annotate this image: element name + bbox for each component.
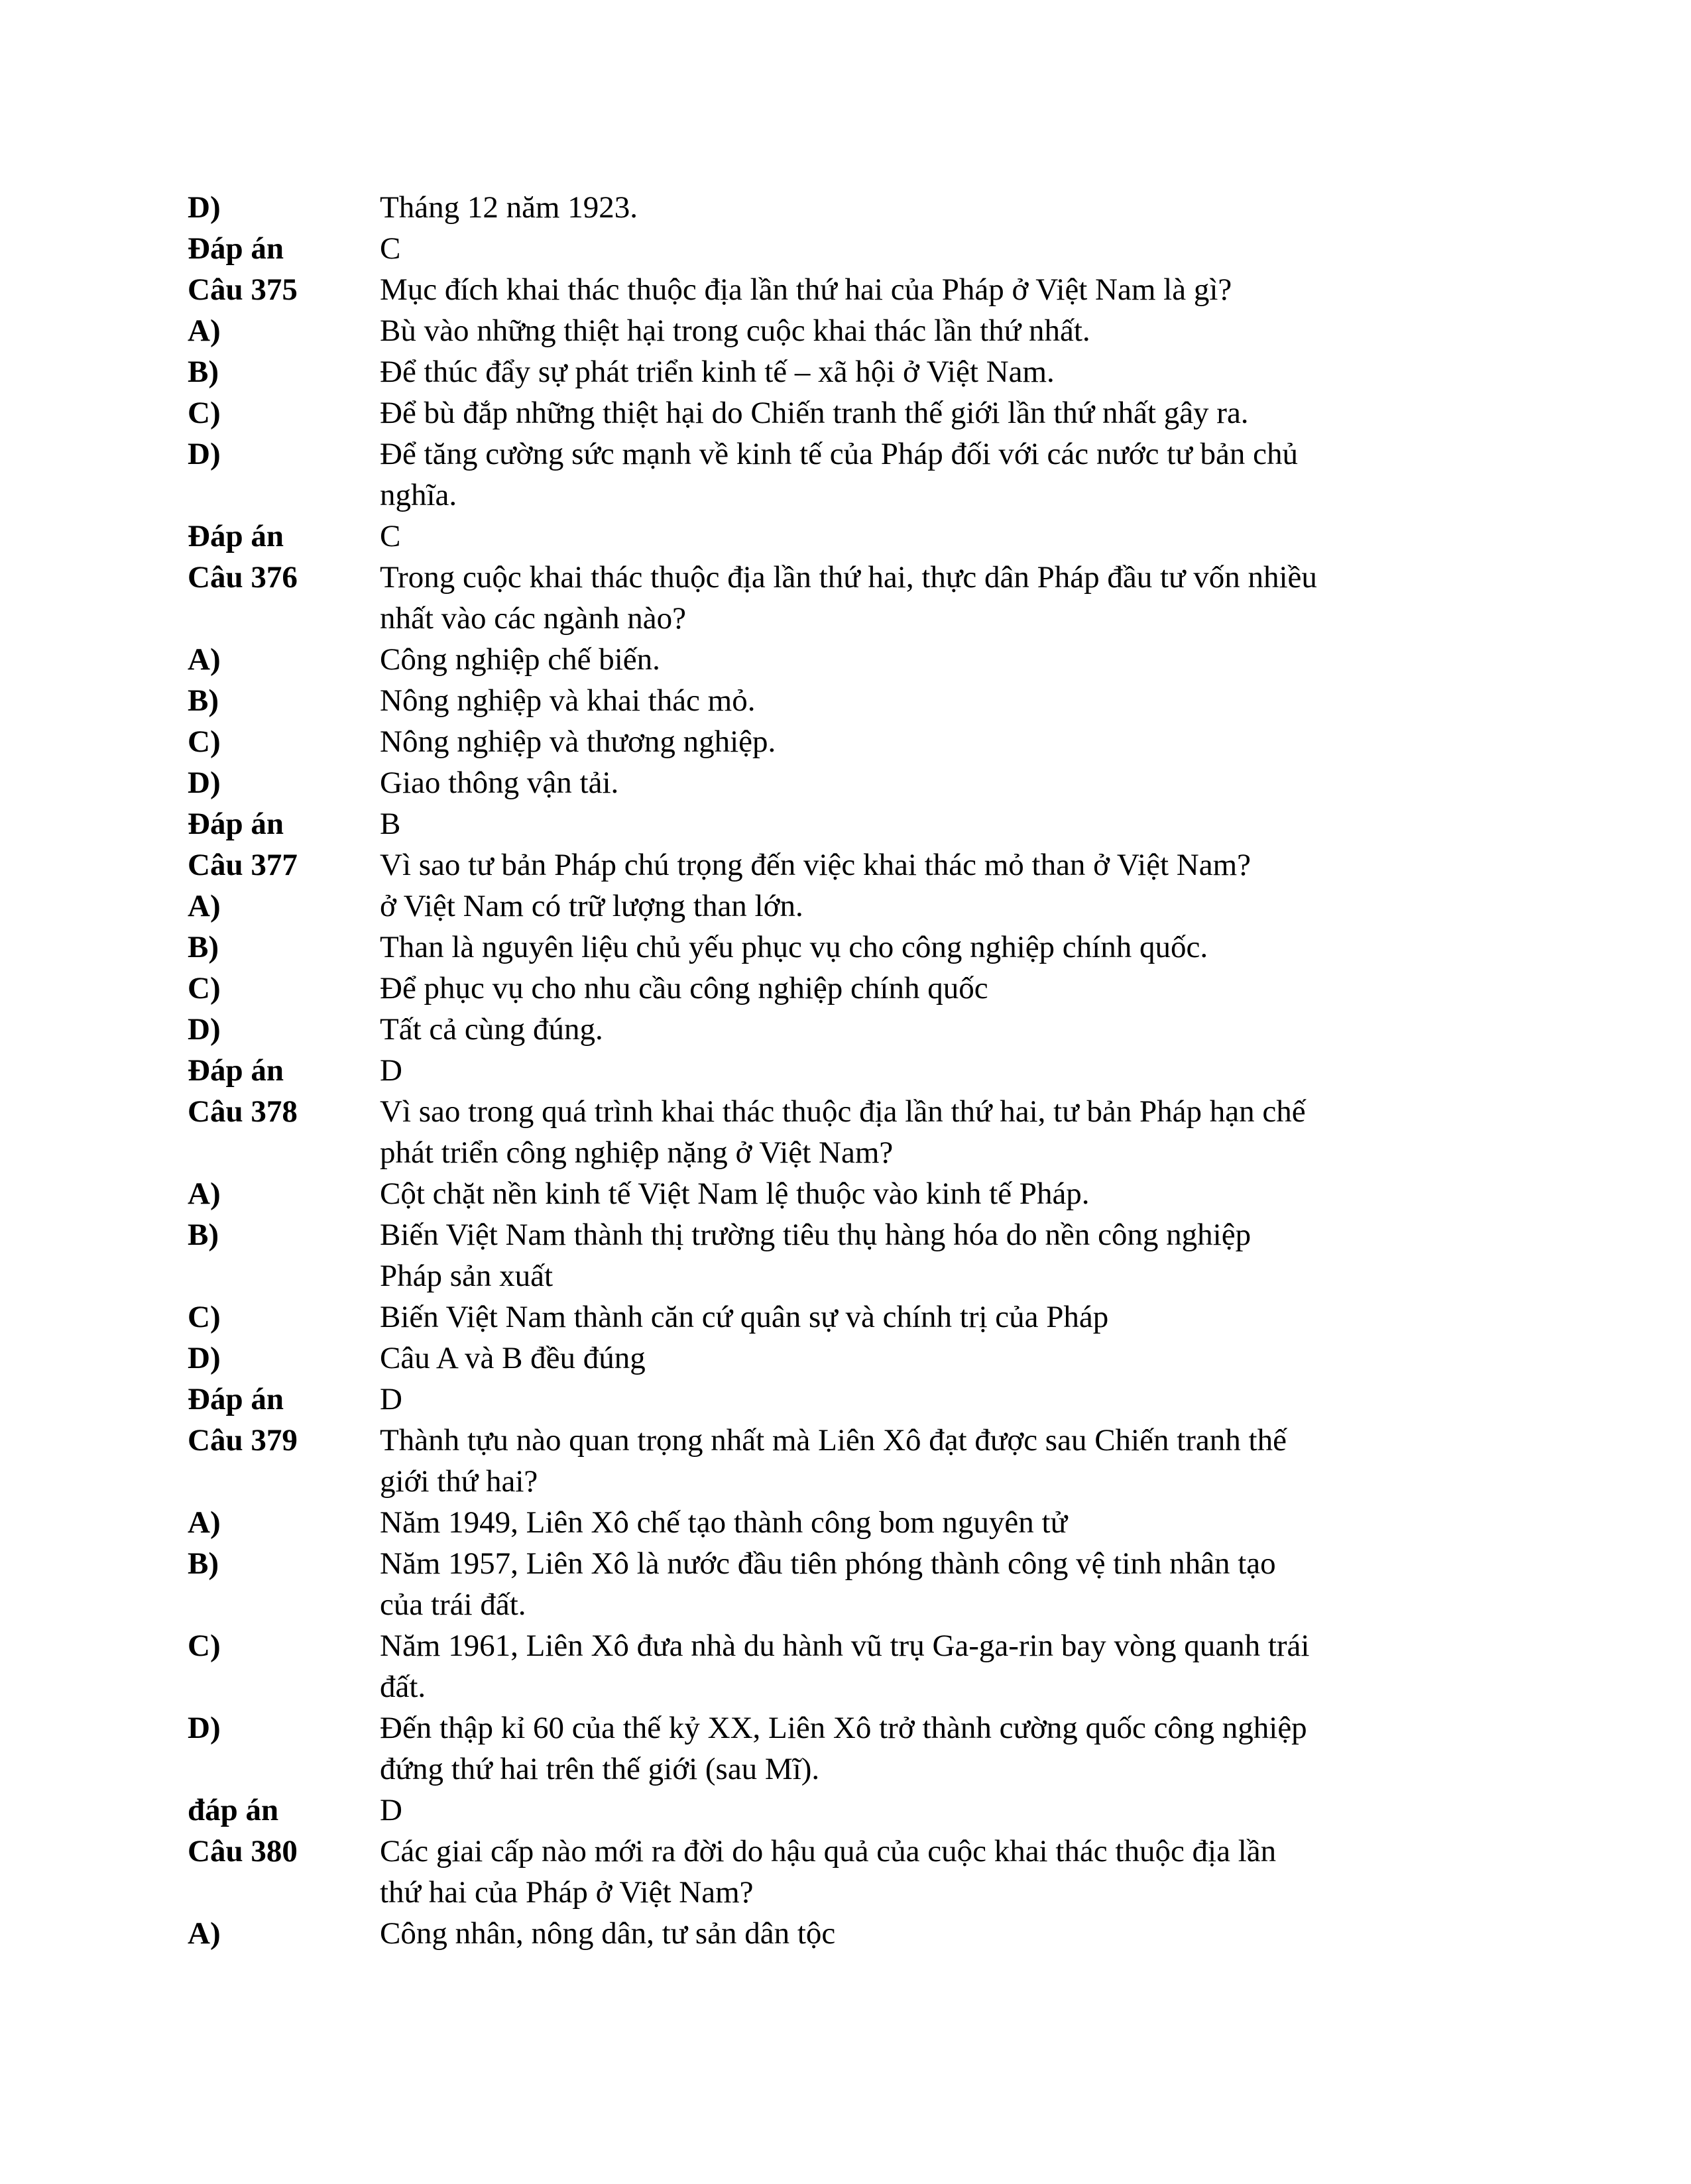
text-line: Năm 1949, Liên Xô chế tạo thành công bom nguyên tử <box>380 1505 1068 1540</box>
option-row <box>188 1009 1513 1050</box>
text-line: Câu A và B đều đúng <box>380 1341 646 1375</box>
option-row <box>188 1543 1513 1625</box>
option-row <box>188 1707 1513 1790</box>
option-text <box>380 1296 1513 1338</box>
question-row <box>188 269 1513 310</box>
text-line: D <box>380 1382 402 1416</box>
option-letter: C) <box>188 396 221 430</box>
option-row <box>188 721 1513 762</box>
question-number: Câu 380 <box>188 1834 298 1868</box>
question-text <box>380 1091 1513 1173</box>
option-text <box>380 1625 1513 1707</box>
answer-row <box>188 1790 1513 1831</box>
option-letter: B) <box>188 1218 219 1252</box>
option-row <box>188 1913 1513 1954</box>
text-line: nhất vào các ngành nào? <box>380 601 686 636</box>
option-letter: B) <box>188 930 219 964</box>
text-line: phát triển công nghiệp nặng ở Việt Nam? <box>380 1135 894 1170</box>
option-text <box>380 1009 1513 1050</box>
question-text <box>380 844 1513 886</box>
text-line: của trái đất. <box>380 1587 526 1622</box>
option-text <box>380 968 1513 1009</box>
option-text <box>380 1913 1513 1954</box>
text-line: Mục đích khai thác thuộc địa lần thứ hai của Pháp ở Việt Nam là gì? <box>380 272 1232 307</box>
text-line: ở Việt Nam có trữ lượng than lớn. <box>380 889 803 923</box>
text-line: Thành tựu nào quan trọng nhất mà Liên Xô đạt được sau Chiến tranh thế <box>380 1423 1287 1458</box>
text-line: Than là nguyên liệu chủ yếu phục vụ cho công nghiệp chính quốc. <box>380 930 1208 964</box>
option-text <box>380 351 1513 392</box>
option-letter: B) <box>188 1546 219 1581</box>
text-line: Cột chặt nền kinh tế Việt Nam lệ thuộc vào kinh tế Pháp. <box>380 1177 1090 1211</box>
question-number: Câu 376 <box>188 560 298 595</box>
question-row <box>188 557 1513 639</box>
option-letter: D) <box>188 1341 221 1375</box>
option-letter: B) <box>188 355 219 389</box>
option-letter: A) <box>188 889 221 923</box>
text-line: Tháng 12 năm 1923. <box>380 190 638 225</box>
text-line: Giao thông vận tải. <box>380 766 619 800</box>
text-line: Bù vào những thiệt hại trong cuộc khai thác lần thứ nhất. <box>380 314 1090 348</box>
answer-row <box>188 1050 1513 1091</box>
answer-row <box>188 228 1513 269</box>
answer-row <box>188 1379 1513 1420</box>
option-row <box>188 968 1513 1009</box>
answer-value <box>380 1790 1513 1831</box>
text-line: Biến Việt Nam thành thị trường tiêu thụ hàng hóa do nền công nghiệp <box>380 1218 1252 1252</box>
option-text <box>380 187 1513 228</box>
option-row <box>188 1502 1513 1543</box>
question-row <box>188 1831 1513 1913</box>
text-line: Năm 1957, Liên Xô là nước đầu tiên phóng thành công vệ tinh nhân tạo <box>380 1546 1276 1581</box>
text-line: Để bù đắp những thiệt hại do Chiến tranh thế giới lần thứ nhất gây ra. <box>380 396 1249 430</box>
option-text <box>380 1543 1513 1625</box>
text-line: Vì sao trong quá trình khai thác thuộc địa lần thứ hai, tư bản Pháp hạn chế <box>380 1094 1306 1129</box>
option-text <box>380 1502 1513 1543</box>
option-letter: D) <box>188 766 221 800</box>
question-number: Câu 377 <box>188 848 298 882</box>
question-text <box>380 1831 1513 1913</box>
option-letter: D) <box>188 437 221 471</box>
option-letter: A) <box>188 1505 221 1540</box>
text-line: Vì sao tư bản Pháp chú trọng đến việc khai thác mỏ than ở Việt Nam? <box>380 848 1252 882</box>
option-row <box>188 1296 1513 1338</box>
text-line: Pháp sản xuất <box>380 1259 554 1293</box>
option-letter: C) <box>188 724 221 759</box>
text-line: C <box>380 519 401 553</box>
answer-row <box>188 516 1513 557</box>
text-line: Tất cả cùng đúng. <box>380 1012 603 1047</box>
option-row <box>188 351 1513 392</box>
option-text <box>380 310 1513 351</box>
answer-label: đáp án <box>188 1793 279 1827</box>
answer-value <box>380 803 1513 844</box>
option-letter: D) <box>188 190 221 225</box>
question-row <box>188 1420 1513 1502</box>
answer-label: Đáp án <box>188 519 284 553</box>
option-row <box>188 762 1513 803</box>
option-text <box>380 1214 1513 1296</box>
option-row <box>188 639 1513 680</box>
answer-label: Đáp án <box>188 807 284 841</box>
text-line: Năm 1961, Liên Xô đưa nhà du hành vũ trụ Ga-ga-rin bay vòng quanh trái <box>380 1629 1310 1663</box>
option-letter: D) <box>188 1012 221 1047</box>
question-number: Câu 378 <box>188 1094 298 1129</box>
option-row <box>188 680 1513 721</box>
option-row <box>188 433 1513 516</box>
option-letter: A) <box>188 1916 221 1951</box>
question-row <box>188 844 1513 886</box>
option-row <box>188 1338 1513 1379</box>
option-letter: C) <box>188 1300 221 1334</box>
option-text <box>380 1707 1513 1790</box>
text-line: Nông nghiệp và thương nghiệp. <box>380 724 776 759</box>
text-line: Trong cuộc khai thác thuộc địa lần thứ hai, thực dân Pháp đầu tư vốn nhiều <box>380 560 1317 595</box>
answer-label: Đáp án <box>188 231 284 266</box>
option-letter: C) <box>188 1629 221 1663</box>
text-line: Để thúc đẩy sự phát triển kinh tế – xã hội ở Việt Nam. <box>380 355 1055 389</box>
option-row <box>188 1214 1513 1296</box>
text-line: D <box>380 1793 402 1827</box>
text-line: Để tăng cường sức mạnh về kinh tế của Pháp đối với các nước tư bản chủ <box>380 437 1299 471</box>
option-text <box>380 1338 1513 1379</box>
question-number: Câu 379 <box>188 1423 298 1458</box>
answer-label: Đáp án <box>188 1053 284 1088</box>
option-row <box>188 927 1513 968</box>
option-row <box>188 392 1513 433</box>
option-row <box>188 1173 1513 1214</box>
option-letter: A) <box>188 1177 221 1211</box>
option-letter: B) <box>188 683 219 718</box>
option-letter: A) <box>188 642 221 677</box>
option-letter: C) <box>188 971 221 1006</box>
option-text <box>380 927 1513 968</box>
text-line: Để phục vụ cho nhu cầu công nghiệp chính quốc <box>380 971 988 1006</box>
text-line: nghĩa. <box>380 478 457 512</box>
text-line: Biến Việt Nam thành căn cứ quân sự và chính trị của Pháp <box>380 1300 1109 1334</box>
option-letter: A) <box>188 314 221 348</box>
option-row <box>188 1625 1513 1707</box>
text-line: Công nhân, nông dân, tư sản dân tộc <box>380 1916 836 1951</box>
answer-value <box>380 228 1513 269</box>
text-line: thứ hai của Pháp ở Việt Nam? <box>380 1875 754 1910</box>
option-text <box>380 680 1513 721</box>
document-page <box>188 187 1513 1954</box>
answer-value <box>380 1050 1513 1091</box>
option-text <box>380 721 1513 762</box>
text-line: đứng thứ hai trên thế giới (sau Mĩ). <box>380 1752 820 1786</box>
answer-value <box>380 516 1513 557</box>
text-line: đất. <box>380 1670 426 1704</box>
text-line: Đến thập kỉ 60 của thế kỷ XX, Liên Xô trở thành cường quốc công nghiệp <box>380 1711 1307 1745</box>
question-text <box>380 1420 1513 1502</box>
option-text <box>380 639 1513 680</box>
option-row <box>188 310 1513 351</box>
answer-row <box>188 803 1513 844</box>
text-line: Các giai cấp nào mới ra đời do hậu quả của cuộc khai thác thuộc địa lần <box>380 1834 1277 1868</box>
answer-label: Đáp án <box>188 1382 284 1416</box>
option-letter: D) <box>188 1711 221 1745</box>
option-text <box>380 762 1513 803</box>
text-line: C <box>380 231 401 266</box>
option-text <box>380 886 1513 927</box>
question-text <box>380 269 1513 310</box>
text-line: Nông nghiệp và khai thác mỏ. <box>380 683 756 718</box>
option-text <box>380 1173 1513 1214</box>
question-row <box>188 1091 1513 1173</box>
text-line: D <box>380 1053 402 1088</box>
text-line: giới thứ hai? <box>380 1464 538 1499</box>
answer-value <box>380 1379 1513 1420</box>
text-line: Công nghiệp chế biến. <box>380 642 660 677</box>
option-row <box>188 886 1513 927</box>
text-line: B <box>380 807 401 841</box>
option-text <box>380 433 1513 516</box>
option-row <box>188 187 1513 228</box>
question-number: Câu 375 <box>188 272 298 307</box>
question-text <box>380 557 1513 639</box>
option-text <box>380 392 1513 433</box>
